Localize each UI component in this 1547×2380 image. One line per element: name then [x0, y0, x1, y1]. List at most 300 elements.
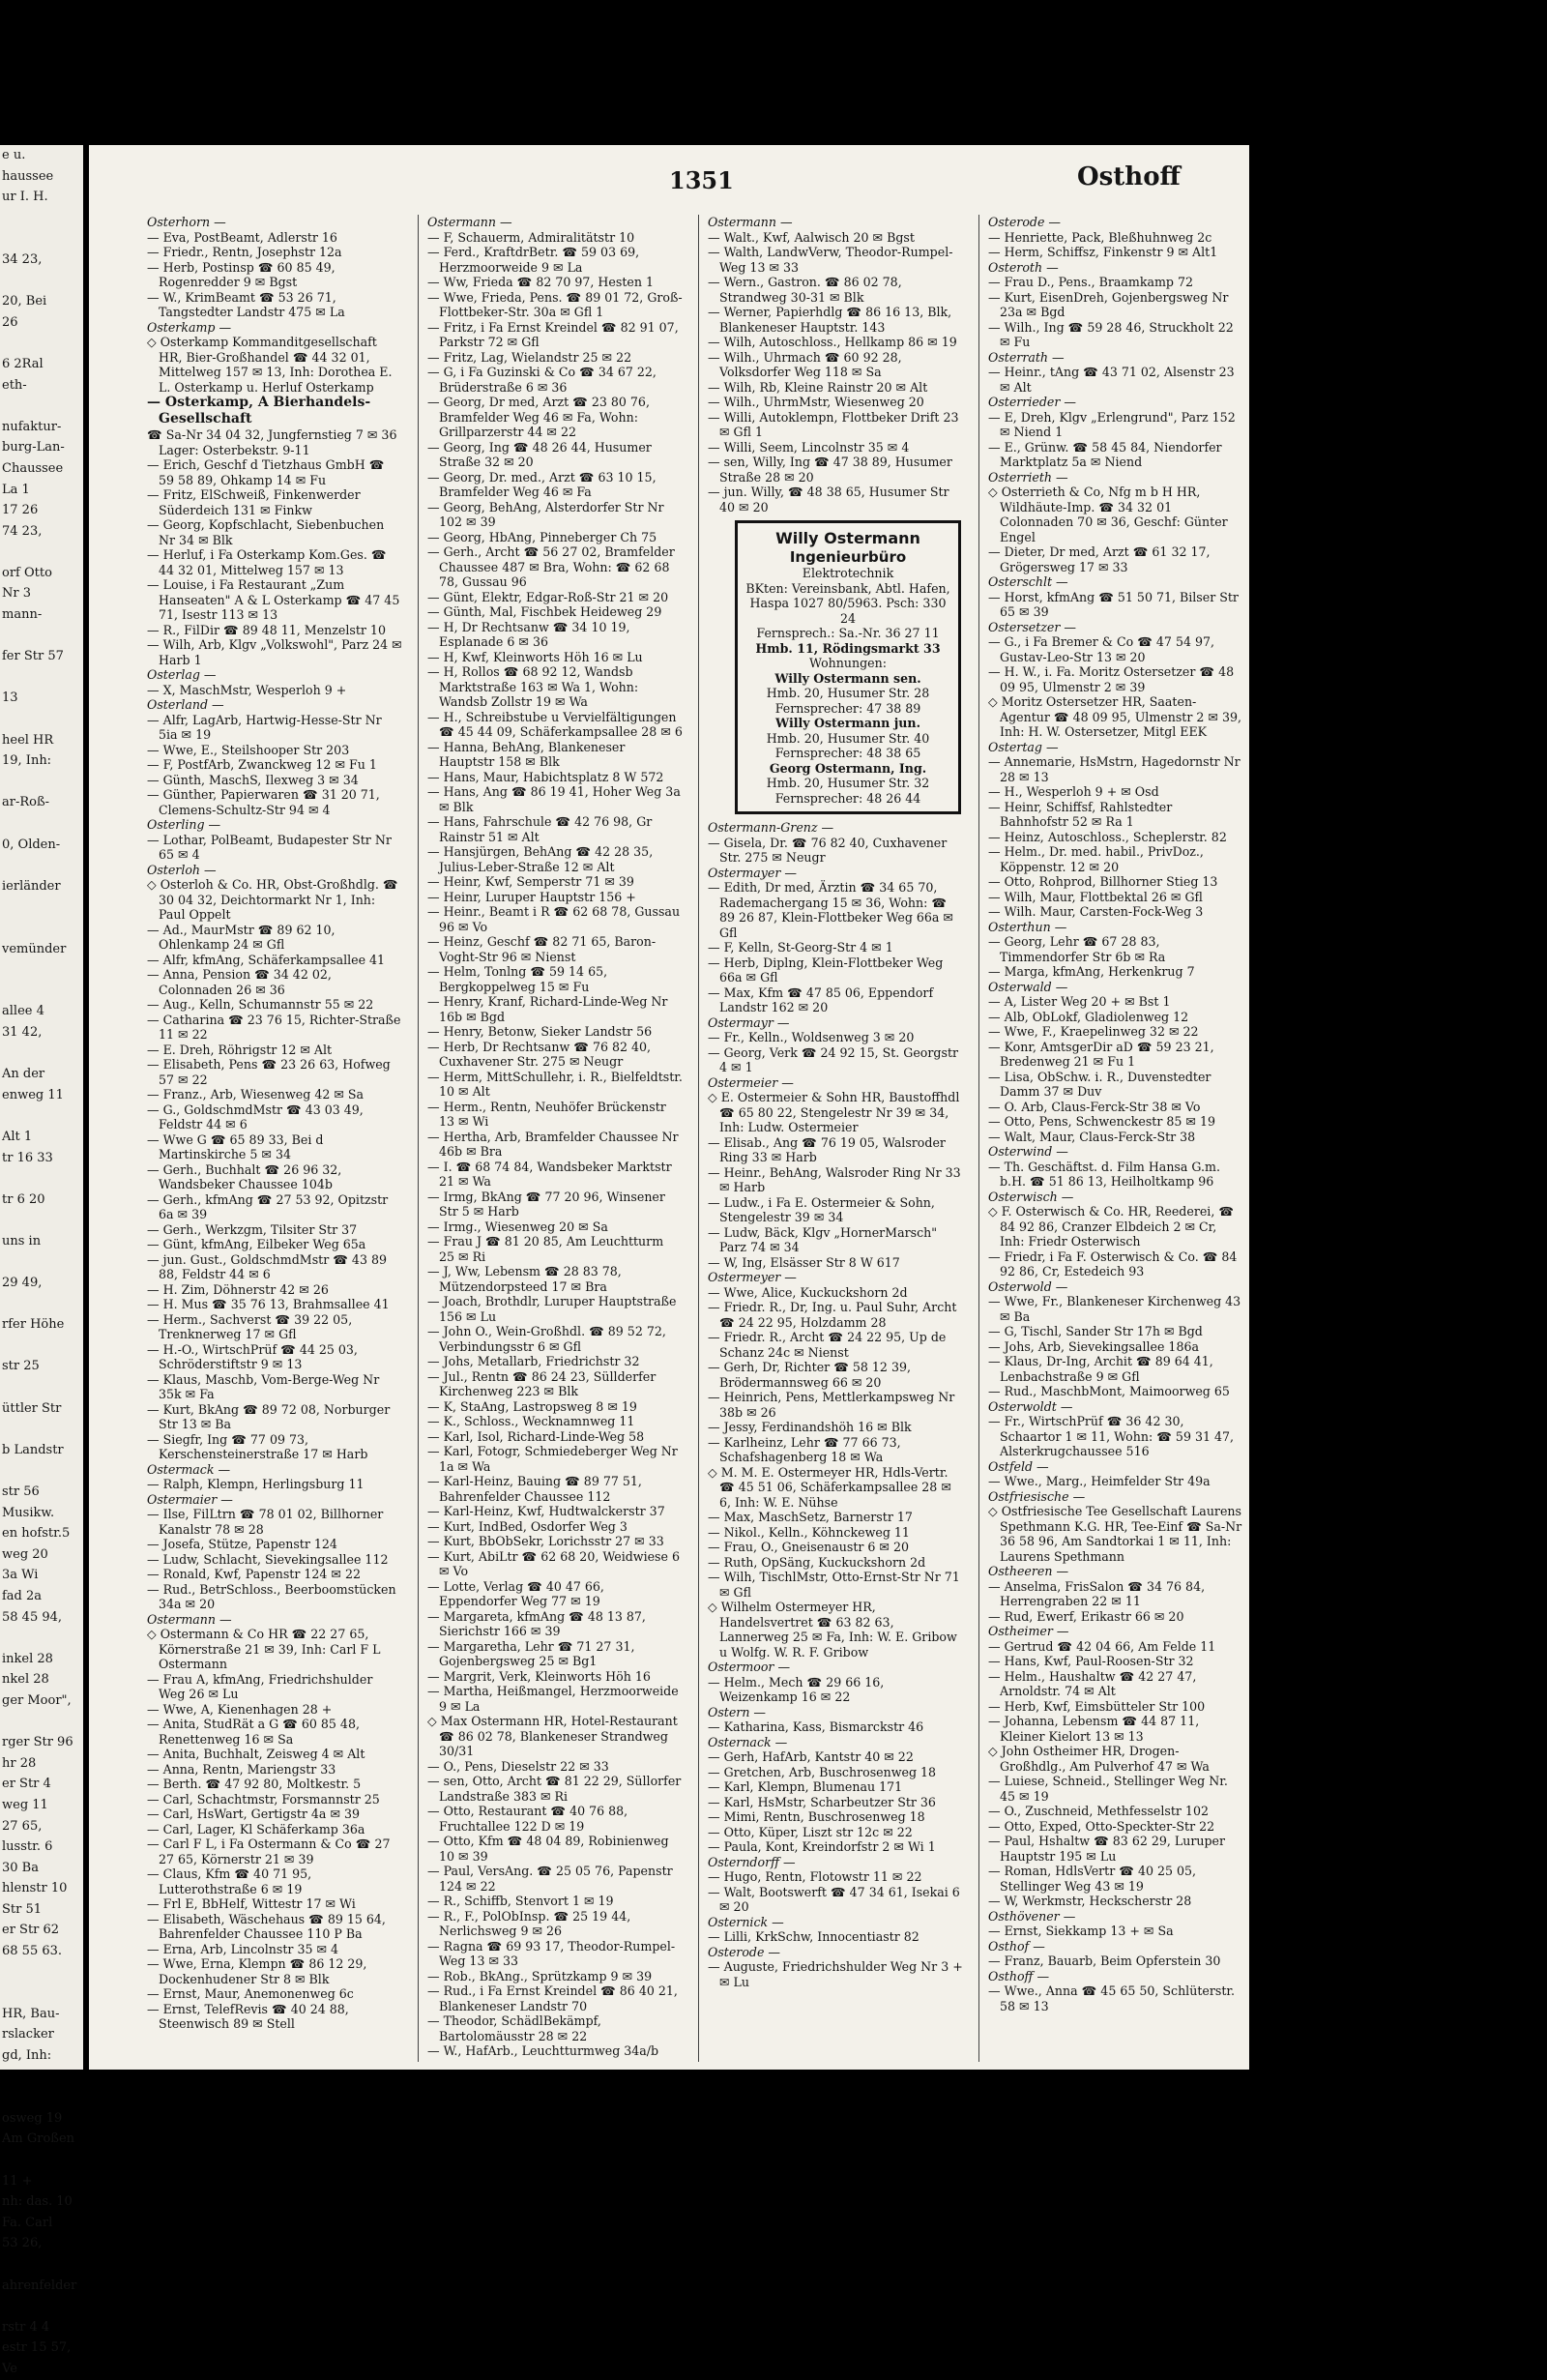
directory-entry: — Theodor, SchädlBekämpf, Bartolomäusstr 28 ✉ 22 — [427, 2013, 601, 2043]
directory-entry: — Ronald, Kwf, Papenstr 124 ✉ 22 — [147, 1567, 361, 1581]
surname-heading: Ostermann — — [147, 1611, 232, 1627]
directory-entry: — Ruth, OpSäng, Kuckuckshorn 2d — [708, 1554, 926, 1570]
directory-entry: — Carl, HsWart, Gertigstr 4a ✉ 39 — [147, 1807, 361, 1821]
directory-entry: — Fritz, ElSchweiß, Finkenwerder Süderdeich 131 ✉ Finkw — [147, 487, 361, 517]
directory-entry: — Wwe G ☎ 65 89 33, Bei d Martinskirche 5 ✉ 34 — [147, 1131, 324, 1161]
directory-entry: — Louise, i Fa Restaurant „Zum Hanseaten" A & L Osterkamp ☎ 47 45 71, Isestr 113 ✉ 13 — [147, 577, 400, 622]
directory-entry: — Heinr., Beamt i R ☎ 62 68 78, Gussau 96 ✉ Vo — [427, 904, 681, 934]
directory-entry: — Max, MaschSetz, Barnerstr 17 — [708, 1510, 913, 1524]
directory-entry: — Ludw, Bäck, Klgv „HornerMarsch" Parz 74 ✉ 34 — [708, 1224, 938, 1254]
left-page-text: inkel 28 — [2, 1651, 53, 1666]
directory-entry: — Ernst, Siekkamp 13 + ✉ Sa — [988, 1924, 1174, 1938]
surname-heading: Ostfeld — — [988, 1458, 1049, 1474]
surname-heading: Osterrieth — — [988, 469, 1068, 485]
directory-entry: — Wwe, Frieda, Pens. ☎ 89 01 72, Groß-Flottbeker-Str. 30a ✉ Gfl 1 — [427, 289, 683, 319]
directory-entry: — Friedr., Rentn, Josephstr 12a — [147, 245, 342, 259]
left-page-text: Alt 1 — [2, 1129, 33, 1144]
left-page-text: burg-Lan- — [2, 440, 65, 455]
directory-entry: — Gerh, Dr, Richter ☎ 58 12 39, Brödermannsweg 66 ✉ 20 — [708, 1360, 911, 1390]
left-page-text: rger Str 96 — [2, 1735, 73, 1750]
ad-person-address: Hmb. 20, Husumer Str. 28 — [766, 686, 930, 700]
directory-entry: — Ragna ☎ 69 93 17, Theodor-Rumpel-Weg 13 ✉ 33 — [427, 1938, 676, 1968]
left-page-text — [0, 1712, 83, 1733]
left-page-text: La 1 — [2, 482, 30, 497]
left-page-text: enweg 11 — [2, 1087, 64, 1102]
surname-heading: Osteroth — — [988, 259, 1059, 275]
directory-entry: — Hugo, Rentn, Flotowstr 11 ✉ 22 — [708, 1869, 922, 1884]
directory-entry: — Anselma, FrisSalon ☎ 34 76 84, Herrengraben 22 ✉ 11 — [988, 1578, 1206, 1608]
directory-entry: — A, Lister Weg 20 + ✉ Bst 1 — [988, 994, 1171, 1009]
directory-entry: — Otto, Kfm ☎ 48 04 89, Robinienweg 10 ✉ 39 — [427, 1834, 669, 1864]
directory-entry: — Johs, Arb, Sievekingsallee 186a — [988, 1338, 1199, 1354]
directory-entry: — John O., Wein-Großhdl. ☎ 89 52 72, Verbindungsstr 6 ✉ Gfl — [427, 1324, 666, 1354]
directory-entry: — Heinrich, Pens, Mettlerkampsweg Nr 38b ✉ 26 — [708, 1390, 955, 1420]
left-page-text — [0, 1105, 83, 1127]
surname-heading: Osthoff — — [988, 1968, 1050, 1983]
directory-entry: — Wilh., UhrmMstr, Wiesenweg 20 — [708, 395, 924, 409]
left-page-text — [0, 667, 83, 689]
directory-entry: — Gertrud ☎ 42 04 66, Am Felde 11 — [988, 1638, 1216, 1654]
directory-entry: — Otto, Küper, Liszt str 12c ✉ 22 — [708, 1824, 913, 1839]
left-page-text — [0, 1251, 83, 1273]
directory-entry: — O., Zuschneid, Methfesselstr 102 — [988, 1804, 1209, 1818]
directory-entry: — sen, Willy, Ing ☎ 47 38 89, Husumer Straße 28 ✉ 20 — [708, 455, 952, 485]
directory-entry: — Franz, Bauarb, Beim Opferstein 30 — [988, 1954, 1221, 1968]
directory-entry: ◇ John Ostheimer HR, Drogen-Großhdlg., Am Pulverhof 47 ✉ Wa — [988, 1744, 1210, 1774]
directory-entry: — Anna, Rentn, Mariengstr 33 — [147, 1761, 336, 1777]
surname-heading: Osthövener — — [988, 1908, 1076, 1924]
directory-entry: — H. Mus ☎ 35 76 13, Brahmsallee 41 — [147, 1297, 390, 1311]
left-page-text: 20, Bei — [2, 294, 47, 309]
directory-entry: — Walth, LandwVerw, Theodor-Rumpel-Weg 13 ✉ 33 — [708, 245, 953, 275]
directory-entry: — Ludw., i Fa E. Ostermeier & Sohn, Stengelestr 39 ✉ 34 — [708, 1194, 935, 1224]
directory-entry: — Carl, Schachtmstr, Forsmannstr 25 — [147, 1791, 380, 1807]
left-page-text: 53 26, — [2, 2236, 43, 2251]
directory-entry: — Ernst, TelefRevis ☎ 40 24 88, Steenwisch 89 ✉ Stell — [147, 2001, 349, 2031]
left-page-text: tr 6 20 — [2, 1191, 45, 1207]
directory-entry: — I. ☎ 68 74 84, Wandsbeker Marktstr 21 ✉ Wa — [427, 1159, 672, 1189]
directory-entry: — Heinz, Geschf ☎ 82 71 65, Baron-Voght-Str 96 ✉ Nienst — [427, 934, 657, 964]
left-page-text: rfer Höhe — [2, 1317, 65, 1333]
directory-entry: — Gisela, Dr. ☎ 76 82 40, Cuxhavener Str. 275 ✉ Neugr — [708, 835, 948, 865]
surname-heading: Ostertag — — [988, 739, 1059, 754]
directory-entry: — G, Tischl, Sander Str 17h ✉ Bgd — [988, 1324, 1203, 1338]
left-page-text: Am Großen — [2, 2131, 75, 2147]
directory-entry: — Wwe, Erna, Klempn ☎ 86 12 29, Dockenhudener Str 8 ✉ Blk — [147, 1956, 367, 1986]
left-page-text: str 56 — [2, 1484, 40, 1499]
left-page-text: rstr 4 4 — [2, 2319, 50, 2335]
left-page-text — [0, 1377, 83, 1398]
directory-entry: — Heinr., BehAng, Walsroder Ring Nr 33 ✉ Harb — [708, 1164, 961, 1194]
left-page-text — [0, 2150, 83, 2171]
directory-entry: — Wilh, Autoschloss., Hellkamp 86 ✉ 19 — [708, 335, 957, 349]
directory-entry: — Georg, Lehr ☎ 67 28 83, Timmendorfer Str 6b ✉ Ra — [988, 934, 1166, 964]
directory-entry: — Heinr., tAng ☎ 43 71 02, Alsenstr 23 ✉ Alt — [988, 365, 1235, 395]
directory-entry: — Anna, Pension ☎ 34 42 02, Colonnaden 26 ✉ 36 — [147, 967, 332, 997]
directory-entry: — Klaus, Dr-Ing, Archit ☎ 89 64 41, Lenbachstraße 9 ✉ Gfl — [988, 1354, 1213, 1384]
directory-entry: — H. Zim, Döhnerstr 42 ✉ 26 — [147, 1281, 329, 1297]
directory-entry: — H, Dr Rechtsanw ☎ 34 10 19, Esplanade 6 ✉ 36 — [427, 619, 630, 649]
directory-entry: — Herluf, i Fa Osterkamp Kom.Ges. ☎ 44 32 01, Mittelweg 157 ✉ 13 — [147, 547, 387, 577]
directory-entry: — Dieter, Dr med, Arzt ☎ 61 32 17, Grögersweg 17 ✉ 33 — [988, 544, 1211, 574]
left-page-text — [0, 626, 83, 647]
directory-entry: — Wilh, Rb, Kleine Rainstr 20 ✉ Alt — [708, 379, 928, 395]
directory-entry: — Günth, MaschS, Ilexweg 3 ✉ 34 — [147, 772, 359, 787]
directory-entry: — Erich, Geschf d Tietzhaus GmbH ☎ 59 58 89, Ohkamp 14 ✉ Fu — [147, 457, 385, 487]
directory-entry: — Friedr, i Fa F. Osterwisch & Co. ☎ 84 92 86, Cr, Estedeich 93 — [988, 1249, 1238, 1278]
directory-entry: — Herb, Kwf, Eimsbütteler Str 100 — [988, 1698, 1206, 1714]
directory-entry: — K, StaAng, Lastropsweg 8 ✉ 19 — [427, 1398, 637, 1414]
directory-entry: — Otto, Restaurant ☎ 40 76 88, Fruchtallee 122 D ✉ 19 — [427, 1804, 628, 1834]
directory-entry: — Marga, kfmAng, Herkenkrug 7 — [988, 964, 1195, 979]
left-page-text: 34 23, — [2, 251, 43, 267]
surname-heading: Ostfriesische — — [988, 1488, 1086, 1504]
surname-heading: Osterode — — [988, 215, 1062, 229]
left-page-text — [0, 2254, 83, 2276]
left-page-text: gd, Inh: — [2, 2048, 52, 2064]
left-page-text: 29 49, — [2, 1276, 43, 1291]
directory-entry: ◇ Osterloh & Co. HR, Obst-Großhdlg. ☎ 30 04 32, Deichtormarkt Nr 1, Inh: Paul Oppelt — [147, 877, 398, 922]
directory-entry: — Karl, HsMstr, Scharbeutzer Str 36 — [708, 1794, 936, 1809]
directory-entry: — Gerh., Werkzgm, Tilsiter Str 37 — [147, 1221, 358, 1237]
left-page-text — [0, 1168, 83, 1190]
column-rule — [418, 215, 419, 2062]
directory-entry: — Elisabeth, Wäschehaus ☎ 89 15 64, Bahrenfelder Chaussee 110 P Ba — [147, 1911, 386, 1941]
surname-heading: Osterwind — — [988, 1144, 1068, 1159]
directory-entry: — Frau J ☎ 81 20 85, Am Leuchtturm 25 ✉ Ri — [427, 1234, 664, 1264]
left-page-text — [0, 271, 83, 292]
directory-entry: — Günth, Mal, Fischbek Heideweg 29 — [427, 604, 662, 619]
ad-company-name: Willy Ostermann — [775, 529, 920, 547]
directory-entry: — Margareta, kfmAng ☎ 48 13 87, Sierichstr 166 ✉ 39 — [427, 1608, 646, 1638]
directory-entry: — Margrit, Verk, Kleinworts Höh 16 — [427, 1668, 651, 1684]
directory-entry: — Anita, Buchhalt, Zeisweg 4 ✉ Alt — [147, 1747, 365, 1761]
directory-entry: — Ad., MaurMstr ☎ 89 62 10, Ohlenkamp 24 ✉ Gfl — [147, 922, 336, 952]
directory-entry: — Paul, VersAng. ☎ 25 05 76, Papenstr 124 ✉ 22 — [427, 1864, 673, 1894]
directory-entry: — Walt., Kwf, Aalwisch 20 ✉ Bgst — [708, 229, 915, 245]
directory-entry: — Paul, Hshaltw ☎ 83 62 29, Luruper Hauptstr 195 ✉ Lu — [988, 1834, 1226, 1864]
left-page-text: e u. — [2, 148, 26, 162]
directory-entry: — E, Dreh, Klgv „Erlengrund", Parz 152 ✉ Niend 1 — [988, 409, 1236, 439]
directory-entry: — Hans, Fahrschule ☎ 42 76 98, Gr Rainstr 51 ✉ Alt — [427, 814, 653, 844]
directory-entry: — Gerh., Buchhalt ☎ 26 96 32, Wandsbeker Chaussee 104b — [147, 1161, 342, 1191]
directory-entry: — Ww, Frieda ☎ 82 70 97, Hesten 1 — [427, 275, 654, 289]
directory-entry: — O. Arb, Claus-Ferck-Str 38 ✉ Vo — [988, 1099, 1201, 1114]
directory-entry: — Herm., Sachverst ☎ 39 22 05, Trenknerweg 17 ✉ Gfl — [147, 1311, 353, 1341]
directory-entry: — Max, Kfm ☎ 47 85 06, Eppendorf Landstr 162 ✉ 20 — [708, 984, 934, 1014]
directory-entry: — Fr., WirtschPrüf ☎ 36 42 30, Schaartor 1 ✉ 11, Wohn: ☎ 59 31 47, Alsterkrugchaussee 516 — [988, 1414, 1235, 1458]
left-page-text: uns in — [2, 1233, 42, 1249]
directory-entry: — Nikol., Kelln., Köhnckeweg 11 — [708, 1524, 910, 1540]
directory-entry: — Aug., Kelln, Schumannstr 55 ✉ 22 — [147, 997, 374, 1012]
ad-person-address: Hmb. 20, Husumer Str. 40 — [766, 730, 930, 746]
directory-entry: — Lothar, PolBeamt, Budapester Str Nr 65 ✉ 4 — [147, 832, 392, 862]
surname-heading: Ostheeren — — [988, 1564, 1069, 1578]
surname-heading: Osterwoldt — — [988, 1398, 1073, 1414]
directory-entry: — Carl F L, i Fa Ostermann & Co ☎ 27 27 65, Körnerstr 21 ✉ 39 — [147, 1836, 391, 1866]
directory-entry: — Ralph, Klempn, Herlingsburg 11 — [147, 1477, 365, 1491]
directory-entry: — Kurt, EisenDreh, Gojenbergsweg Nr 23a ✉ Bgd — [988, 289, 1229, 319]
left-page-text: fer Str 57 — [2, 649, 64, 664]
left-page-text — [0, 709, 83, 730]
surname-heading: Osterhorn — — [147, 215, 226, 229]
directory-entry: — Eva, PostBeamt, Adlerstr 16 — [147, 229, 337, 245]
directory-entry: — Lisa, ObSchw. i. R., Duvenstedter Damm 37 ✉ Duv — [988, 1069, 1211, 1099]
left-page-text: fad 2a — [2, 1588, 43, 1603]
directory-entry: — Karl-Heinz, Bauing ☎ 89 77 51, Bahrenfelder Chaussee 112 — [427, 1474, 642, 1504]
directory-entry: — jun. Gust., GoldschmdMstr ☎ 43 89 88, Feldstr 44 ✉ 6 — [147, 1251, 387, 1281]
directory-entry: — Kurt, BbObSekr, Lorichsstr 27 ✉ 33 — [427, 1534, 664, 1548]
left-page-text: estr 15 57, — [2, 2340, 72, 2356]
directory-entry: — Wilh. Maur, Carsten-Fock-Weg 3 — [988, 904, 1204, 919]
directory-entry: — Anita, StudRät a G ☎ 60 85 48, Renettenweg 16 ✉ Sa — [147, 1717, 360, 1747]
directory-entry: — Herm, MittSchullehr, i. R., Bielfeldtstr. 10 ✉ Alt — [427, 1069, 683, 1099]
surname-heading: Osterthun — — [988, 919, 1067, 934]
directory-entry: — Ferd., KraftdrBetr. ☎ 59 03 69, Herzmoorweide 9 ✉ La — [427, 245, 640, 275]
directory-entry: ◇ Ostermann & Co HR ☎ 22 27 65, Körnerstraße 21 ✉ 39, Inh: Carl F L Ostermann — [147, 1627, 381, 1671]
directory-entry: — Karl, Klempn, Blumenau 171 — [708, 1779, 903, 1794]
directory-entry: — Wilh, Arb, Klgv „Volkswohl", Parz 24 ✉ Harb 1 — [147, 637, 402, 667]
left-page-text: Nr 3 — [2, 586, 31, 602]
directory-entry: — Karl-Heinz, Kwf, Hudtwalckerstr 37 — [427, 1504, 665, 1518]
directory-entry: — Otto, Pens, Schwenckestr 85 ✉ 19 — [988, 1114, 1216, 1129]
directory-entry: — Friedr. R., Archt ☎ 24 22 95, Up de Schanz 24c ✉ Nienst — [708, 1330, 947, 1360]
directory-entry: — Margaretha, Lehr ☎ 71 27 31, Gojenbergsweg 25 ✉ Bg1 — [427, 1638, 635, 1668]
directory-entry: — E., Grünw. ☎ 58 45 84, Niendorfer Marktplatz 5a ✉ Niend — [988, 439, 1222, 469]
directory-entry: — Georg, BehAng, Alsterdorfer Str Nr 102 ✉ 39 — [427, 499, 664, 529]
directory-entry: — H., Wesperloh 9 + ✉ Osd — [988, 784, 1159, 799]
directory-entry: — Ernst, Maur, Anemonenweg 6c — [147, 1986, 354, 2001]
left-page-text: 19, Inh: — [2, 753, 52, 769]
directory-entry: — Georg, Verk ☎ 24 92 15, St. Georgstr 4 ✉ 1 — [708, 1044, 959, 1074]
directory-entry: — Wilh, Maur, Flottbektal 26 ✉ Gfl — [988, 889, 1203, 904]
directory-entry: — H, Kwf, Kleinworts Höh 16 ✉ Lu — [427, 649, 643, 664]
directory-entry: — Walt, Maur, Claus-Ferck-Str 38 — [988, 1129, 1196, 1144]
left-page-text: vemünder — [2, 941, 67, 956]
surname-heading: Osterwold — — [988, 1278, 1068, 1294]
directory-entry: — Roman, HdlsVertr ☎ 40 25 05, Stellinger Weg 43 ✉ 19 — [988, 1864, 1197, 1894]
directory-entry: — Karl, Isol, Richard-Linde-Weg 58 — [427, 1428, 645, 1444]
directory-entry: — Berth. ☎ 47 92 80, Moltkestr. 5 — [147, 1777, 362, 1791]
left-page-text: 13 — [2, 690, 18, 706]
left-page-fragment — [0, 145, 83, 2376]
left-page-text: 17 26 — [2, 503, 39, 518]
surname-heading: Ostermayer — — [708, 865, 797, 880]
directory-entry: — Auguste, Friedrichshulder Weg Nr 3 + ✉ Lu — [708, 1959, 963, 1989]
left-page-text — [0, 2296, 83, 2317]
left-page-text — [0, 918, 83, 939]
left-page-text — [0, 855, 83, 876]
directory-entry: ◇ Osterkamp Kommanditgesellschaft HR, Bier-Großhandel ☎ 44 32 01, Mittelweg 157 ✉ 13, Inh: Dorothea E. L. Osterkamp u. Herluf Osterkamp — [147, 335, 393, 395]
directory-entry: — Fritz, i Fa Ernst Kreindel ☎ 82 91 07, Parkstr 72 ✉ Gfl — [427, 319, 679, 349]
left-page-text: hlenstr 10 — [2, 1881, 68, 1896]
left-page-text: 6 2Ral — [2, 356, 44, 371]
directory-entry: — Hertha, Arb, Bramfelder Chaussee Nr 46b ✉ Bra — [427, 1129, 679, 1159]
directory-entry: — Wwe., Marg., Heimfelder Str 49a — [988, 1474, 1211, 1488]
surname-heading: Ostermayr — — [708, 1014, 790, 1030]
directory-entry: ◇ E. Ostermeier & Sohn HR, Baustoffhdl ☎ 65 80 22, Stengelestr Nr 39 ✉ 34, Inh: Ludw. Ostermeier — [708, 1090, 960, 1134]
directory-entry: — H, Rollos ☎ 68 92 12, Wandsb Marktstraße 163 ✉ Wa 1, Wohn: Wandsb Zollstr 19 ✉ Wa — [427, 664, 639, 709]
directory-entry: — E. Dreh, Röhrigstr 12 ✉ Alt — [147, 1042, 333, 1057]
left-page-text: ierländer — [2, 878, 61, 894]
column-3 — [708, 215, 963, 1989]
left-page-text: Chaussee — [2, 460, 64, 476]
directory-entry: — Katharina, Kass, Bismarckstr 46 — [708, 1719, 924, 1734]
directory-entry: — Georg, Ing ☎ 48 26 44, Husumer Straße 32 ✉ 20 — [427, 439, 652, 469]
directory-entry: ◇ Osterrieth & Co, Nfg m b H HR, Wildhäute-Imp. ☎ 34 32 01 Colonnaden 70 ✉ 36, Geschf: Günter Engel — [988, 485, 1228, 544]
directory-entry: — Ludw, Schlacht, Sievekingsallee 112 — [147, 1551, 389, 1567]
directory-entry: — H., Schreibstube u Vervielfältigungen ☎ 45 44 09, Schäferkampsallee 28 ✉ 6 — [427, 709, 683, 739]
left-page-text: Musikw. — [2, 1505, 55, 1520]
directory-entry: — Otto, Exped, Otto-Speckter-Str 22 — [988, 1818, 1215, 1834]
ad-person-phone: Fernsprecher: 48 38 65 — [774, 746, 921, 760]
directory-entry: ◇ Ostfriesische Tee Gesellschaft Laurens Spethmann K.G. HR, Tee-Einf ☎ Sa-Nr 36 58 96, Am Sandtorkai 1 ✉ 11, Inh: Laurens Spethmann — [988, 1504, 1242, 1564]
directory-entry: — sen, Otto, Archt ☎ 81 22 29, Süllorfer Landstraße 383 ✉ Ri — [427, 1774, 682, 1804]
ad-phone: Fernsprech.: Sa.-Nr. 36 27 11 — [756, 626, 940, 640]
directory-entry: — Josefa, Stütze, Papenstr 124 — [147, 1537, 337, 1551]
surname-heading: Osterling — — [147, 817, 221, 832]
left-page-text: ger Moor", — [2, 1692, 72, 1708]
directory-entry: — Kurt, BkAng ☎ 89 72 08, Norburger Str 13 ✉ Ba — [147, 1401, 391, 1431]
directory-entry: — Kurt, IndBed, Osdorfer Weg 3 — [427, 1518, 628, 1534]
surname-heading: Osterloh — — [147, 862, 217, 877]
directory-entry: — Rud., BetrSchloss., Beerboomstücken 34a ✉ 20 — [147, 1581, 396, 1611]
directory-entry: — Wwe, E., Steilshooper Str 203 — [147, 742, 350, 757]
directory-entry: — Helm., Dr. med. habil., PrivDoz., Köppenstr. 12 ✉ 20 — [988, 844, 1204, 874]
ad-residences-label: Wohnungen: — [809, 656, 887, 670]
directory-entry: — Luiese, Schneid., Stellinger Weg Nr. 45 ✉ 19 — [988, 1774, 1228, 1804]
directory-entry: ◇ M. M. E. Ostermeyer HR, Hdls-Vertr. ☎ 45 51 06, Schäferkampsallee 28 ✉ 6, Inh: W. E. Nühse — [708, 1464, 951, 1510]
left-page-text — [0, 896, 83, 918]
directory-entry: — F, Kelln, St-Georg-Str 4 ✉ 1 — [708, 940, 893, 955]
surname-heading: Osterwisch — — [988, 1189, 1074, 1204]
directory-entry: — Heinr, Luruper Hauptstr 156 + — [427, 889, 636, 904]
directory-entry: — Gerh., kfmAng ☎ 27 53 92, Opitzstr 6a ✉ 39 — [147, 1191, 389, 1221]
left-page-text — [0, 333, 83, 354]
directory-entry: — Herm, Schiffsz, Finkenstr 9 ✉ Alt1 — [988, 245, 1218, 259]
directory-entry: — Wwe., Anna ☎ 45 65 50, Schlüterstr. 58 ✉ 13 — [988, 1983, 1236, 2013]
left-page-text — [0, 813, 83, 835]
left-page-text: weg 20 — [2, 1546, 48, 1562]
ad-person: Willy Ostermann jun. — [775, 716, 920, 730]
left-page-text: weg 11 — [2, 1797, 48, 1812]
left-page-text: b Landstr — [2, 1442, 64, 1457]
directory-entry: — Wwe, A, Kienenhagen 28 + — [147, 1701, 333, 1717]
directory-entry: — Elisab., Ang ☎ 76 19 05, Walsroder Ring 33 ✉ Harb — [708, 1134, 946, 1164]
left-page-text: 27 65, — [2, 1818, 43, 1834]
directory-entry: — Helm., Haushaltw ☎ 42 27 47, Arnoldstr. 74 ✉ Alt — [988, 1668, 1197, 1698]
directory-entry: — Hansjürgen, BehAng ☎ 42 28 35, Julius-Leber-Straße 12 ✉ Alt — [427, 844, 654, 874]
directory-entry: — Heinr, Schiffsf, Rahlstedter Bahnhofstr 52 ✉ Ra 1 — [988, 799, 1173, 829]
column-rule — [978, 215, 979, 2062]
surname-heading: Ostermeier — — [708, 1074, 794, 1090]
ad-address: Hmb. 11, Rödingsmarkt 33 — [755, 640, 941, 656]
directory-entry: — Wwe, Alice, Kuckuckshorn 2d — [708, 1284, 908, 1300]
directory-entry: — Hanna, BehAng, Blankeneser Hauptstr 158 ✉ Blk — [427, 739, 626, 769]
directory-entry: — Heinr, Kwf, Semperstr 71 ✉ 39 — [427, 874, 634, 889]
directory-entry: — Frl E, BbHelf, Wittestr 17 ✉ Wi — [147, 1896, 356, 1911]
directory-entry: — Hans, Maur, Habichtsplatz 8 W 572 — [427, 769, 664, 784]
directory-entry: — W., KrimBeamt ☎ 53 26 71, Tangstedter Landstr 475 ✉ La — [147, 289, 345, 319]
left-page-text: Str 51 — [2, 1901, 43, 1917]
directory-entry: — Frau A, kfmAng, Friedrichshulder Weg 26 ✉ Lu — [147, 1671, 373, 1701]
surname-heading: Ostermack — — [147, 1461, 231, 1477]
column-1 — [147, 215, 402, 2032]
left-page-text — [0, 772, 83, 793]
directory-entry: — Kurt, AbiLtr ☎ 62 68 20, Weidwiese 6 ✉ Vo — [427, 1548, 680, 1578]
left-page-text — [0, 2067, 83, 2088]
left-page-text: nkel 28 — [2, 1672, 49, 1688]
left-page-text — [0, 2087, 83, 2108]
directory-entry: — J, Ww, Lebensm ☎ 28 83 78, Mützendorpsteed 17 ✉ Bra — [427, 1264, 622, 1294]
directory-entry: — Martha, Heißmangel, Herzmoorweide 9 ✉ La — [427, 1684, 679, 1714]
surname-heading: Osterndorff — — [708, 1854, 796, 1869]
ad-person-address: Hmb. 20, Husumer Str. 32 — [766, 776, 930, 790]
directory-entry: — Gretchen, Arb, Buschrosenweg 18 — [708, 1764, 937, 1779]
directory-entry: — F, PostfArb, Zwanckweg 12 ✉ Fu 1 — [147, 757, 377, 772]
directory-entry: — R., F., PolObInsp. ☎ 25 19 44, Nerlichsweg 9 ✉ 26 — [427, 1908, 631, 1938]
directory-entry: ◇ Max Ostermann HR, Hotel-Restaurant ☎ 86 02 78, Blankeneser Strandweg 30/31 — [427, 1714, 678, 1758]
column-4 — [988, 215, 1243, 2013]
directory-entry: — Willi, Seem, Lincolnstr 35 ✉ 4 — [708, 439, 910, 455]
column-2 — [427, 215, 683, 2059]
left-page-text — [0, 396, 83, 417]
surname-heading: Osternick — — [708, 1914, 784, 1929]
directory-entry: — G., i Fa Bremer & Co ☎ 47 54 97, Gustav-Leo-Str 13 ✉ 20 — [988, 634, 1214, 664]
left-page-text: ur I. H. — [2, 190, 48, 205]
surname-heading: Osterschlt — — [988, 574, 1068, 589]
directory-entry: — Herb, Diplng, Klein-Flottbeker Weg 66a ✉ Gfl — [708, 955, 944, 984]
directory-entry: — Klaus, Maschb, Vom-Berge-Weg Nr 35k ✉ Fa — [147, 1371, 380, 1401]
directory-entry: — Karlheinz, Lehr ☎ 77 66 73, Schafshagenberg 18 ✉ Wa — [708, 1434, 901, 1464]
directory-entry: — X, MaschMstr, Wesperloh 9 + — [147, 682, 347, 697]
page-number: 1351 — [669, 166, 734, 194]
surname-heading: Osterland — — [147, 697, 224, 712]
directory-entry: — Alfr, LagArb, Hartwig-Hesse-Str Nr 5ia ✉ 19 — [147, 712, 382, 742]
directory-page — [89, 145, 1249, 2070]
ad-person: Willy Ostermann sen. — [774, 670, 921, 686]
surname-heading: Ostersetzer — — [988, 619, 1077, 634]
directory-entry: — jun. Willy, ☎ 48 38 65, Husumer Str 40 ✉ 20 — [708, 485, 949, 514]
directory-entry: — H.-O., WirtschPrüf ☎ 44 25 03, Schröderstiftstr 9 ✉ 13 — [147, 1341, 358, 1371]
left-page-text — [0, 1962, 83, 1983]
left-page-text: 0, Olden- — [2, 837, 61, 852]
directory-entry: — Herb, Postinsp ☎ 60 85 49, Rogenredder 9 ✉ Bgst — [147, 259, 336, 289]
directory-entry: — W., HafArb., Leuchtturmweg 34a/b — [427, 2043, 659, 2058]
directory-entry: — O., Pens, Dieselstr 22 ✉ 33 — [427, 1758, 609, 1774]
ad-company-type: Ingenieurbüro — [789, 548, 907, 566]
directory-entry: — Wilh, TischlMstr, Otto-Ernst-Str Nr 71 ✉ Gfl — [708, 1570, 960, 1600]
left-page-text: Ve — [2, 2361, 17, 2376]
directory-entry: — Mimi, Rentn, Buschrosenweg 18 — [708, 1809, 925, 1824]
directory-entry: — W, Ing, Elsässer Str 8 W 617 — [708, 1254, 900, 1270]
surname-heading: Ostermaier — — [147, 1491, 233, 1507]
left-page-text: 68 55 63. — [2, 1944, 63, 1959]
left-page-text: 74 23, — [2, 523, 43, 539]
directory-entry: — Helm, Tonlng ☎ 59 14 65, Bergkoppelweg 15 ✉ Fu — [427, 964, 608, 994]
left-page-text — [0, 981, 83, 1002]
directory-entry: — Johanna, Lebensm ☎ 44 87 11, Kleiner Kielort 13 ✉ 13 — [988, 1714, 1200, 1744]
directory-entry: — Fritz, Lag, Wielandstr 25 ✉ 22 — [427, 349, 632, 365]
directory-entry: — Wwe, Fr., Blankeneser Kirchenweg 43 ✉ Ba — [988, 1294, 1241, 1324]
left-page-text: en hofstr.5 — [2, 1526, 71, 1542]
left-page-text: 31 42, — [2, 1024, 43, 1040]
surname-heading: Osthof — — [988, 1938, 1045, 1954]
directory-entry: ◇ Moritz Ostersetzer HR, Saaten-Agentur ☎ 48 09 95, Ulmenstr 2 ✉ 39, Inh: H. W. Ostersetzer, Mitgl EEK — [988, 694, 1241, 739]
left-page-text — [0, 1419, 83, 1440]
left-page-text: haussee — [2, 168, 54, 184]
surname-heading: Ostheimer — — [988, 1624, 1069, 1638]
